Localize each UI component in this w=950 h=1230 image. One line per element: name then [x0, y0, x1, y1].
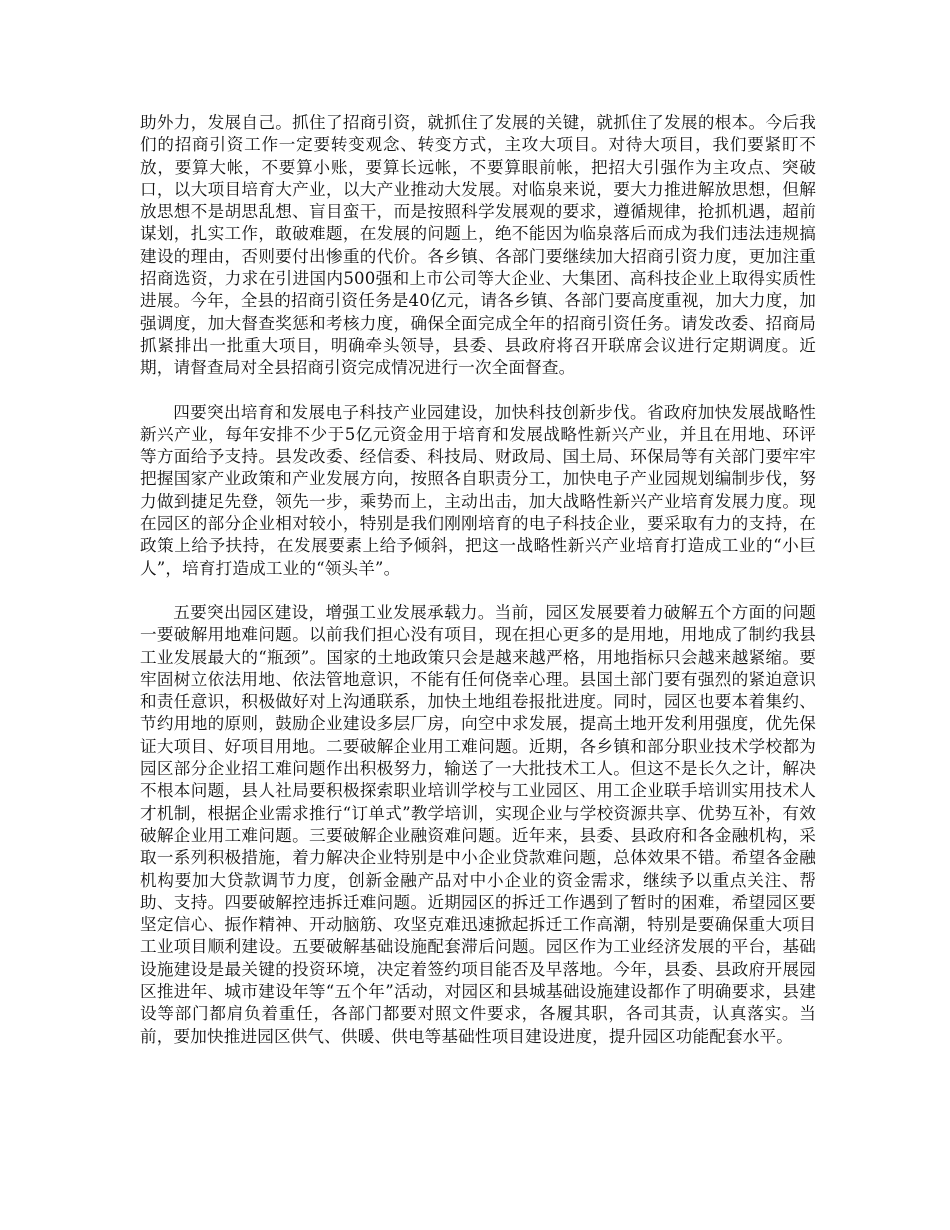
paragraph-park-construction: 五要突出园区建设，增强工业发展承载力。当前，园区发展要着力破解五个方面的问题一要破解用地难问题。以前我们担心没有项目，现在担心更多的是用地，用地成了制约我县工业发展最大的“瓶颈”。国家的土地政策只会是越来越严格，用地指标只会越来越紧缩。要牢固树立依法用地、依法管地意识，不能有任何侥幸心理。县国土部门要有强烈的紧迫意识和责任意识，积极做好对上沟通联系，加快土地组卷报批进度。同时，园区也要本着集约、节约用地的原则，鼓励企业建设多层厂房，向空中求发展，提高土地开发利用强度，优先保证大项目、好项目用地。二要破解企业用工难问题。近期，各乡镇和部分职业技术学校都为园区部分企业招工难问题作出积极努力，输送了一大批技术工人。但这不是长久之计，解决不根本问题，县人社局要积极探索职业培训学校与工业园区、用工企业联手培训实用技术人才机制，根据企业需求推行“订单式”教学培训，实现企业与学校资源共享、优势互补，有效破解企业用工难问题。三要破解企业融资难问题。近年来，县委、县政府和各金融机构，采取一系列积极措施，着力解决企业特别是中小企业贷款难问题，总体效果不错。希望各金融机构要加大贷款调节力度，创新金融产品对中小企业的资金需求，继续予以重点关注、帮助、支持。四要破解控违拆迁难问题。近期园区的拆迁工作遇到了暂时的困难，希望园区要坚定信心、振作精神、开动脑筋、攻坚克难迅速掀起拆迁工作高潮，特别是要确保重大项目工业项目顺利建设。五要破解基础设施配套滞后问题。园区作为工业经济发展的平台，基础设施建设是最关键的投资环境，决定着签约项目能否及早落地。今年，县委、县政府开展园区推进年、城市建设年等“五个年”活动，对园区和县城基础设施建设都作了明确要求，县建设等部门都肩负着重任，各部门都要对照文件要求，各履其职，各司其责，认真落实。当前，要加快推进园区供气、供暖、供电等基础性项目建设进度，提升园区功能配套水平。	[140, 602, 816, 1046]
document-body	[140, 112, 816, 1048]
paragraph-spacer	[140, 380, 816, 402]
paragraph-spacer	[140, 580, 816, 602]
paragraph-investment: 助外力，发展自己。抓住了招商引资，就抓住了发展的关键，就抓住了发展的根本。今后我们的招商引资工作一定要转变观念、转变方式，主攻大项目。对待大项目，我们要紧盯不放，要算大帐，不要算小账，要算长远帐，不要算眼前帐，把招大引强作为主攻点、突破口，以大项目培育大产业，以大产业推动大发展。对临泉来说，要大力推进解放思想，但解放思想不是胡思乱想、盲目蛮干，而是按照科学发展观的要求，遵循规律，抢抓机遇，超前谋划，扎实工作，敢破难题，在发展的问题上，绝不能因为临泉落后而成为我们违法违规搞建设的理由，否则要付出惨重的代价。各乡镇、各部门要继续加大招商引资力度，更加注重招商选资，力求在引进国内500强和上市公司等大企业、大集团、高科技企业上取得实质性进展。今年，全县的招商引资任务是40亿元，请各乡镇、各部门要高度重视，加大力度，加强调度，加大督查奖惩和考核力度，确保全面完成全年的招商引资任务。请发改委、招商局抓紧排出一批重大项目，明确牵头领导，县委、县政府将召开联席会议进行定期调度。近期，请督查局对全县招商引资完成情况进行一次全面督查。	[140, 113, 816, 378]
paragraph-electronics-park: 四要突出培育和发展电子科技产业园建设，加快科技创新步伐。省政府加快发展战略性新兴产业，每年安排不少于5亿元资金用于培育和发展战略性新兴产业，并且在用地、环评等方面给予支持。县发改委、经信委、科技局、财政局、国土局、环保局等有关部门要牢牢把握国家产业政策和产业发展方向，按照各自职责分工，加快电子产业园规划编制步伐，努力做到捷足先登，领先一步，乘势而上，主动出击，加大战略性新兴产业培育发展力度。现在园区的部分企业相对较小，特别是我们刚刚培育的电子科技企业，要采取有力的支持，在政策上给予扶持，在发展要素上给予倾斜，把这一战略性新兴产业培育打造成工业的“小巨人”，培育打造成工业的“领头羊”。	[140, 402, 816, 578]
